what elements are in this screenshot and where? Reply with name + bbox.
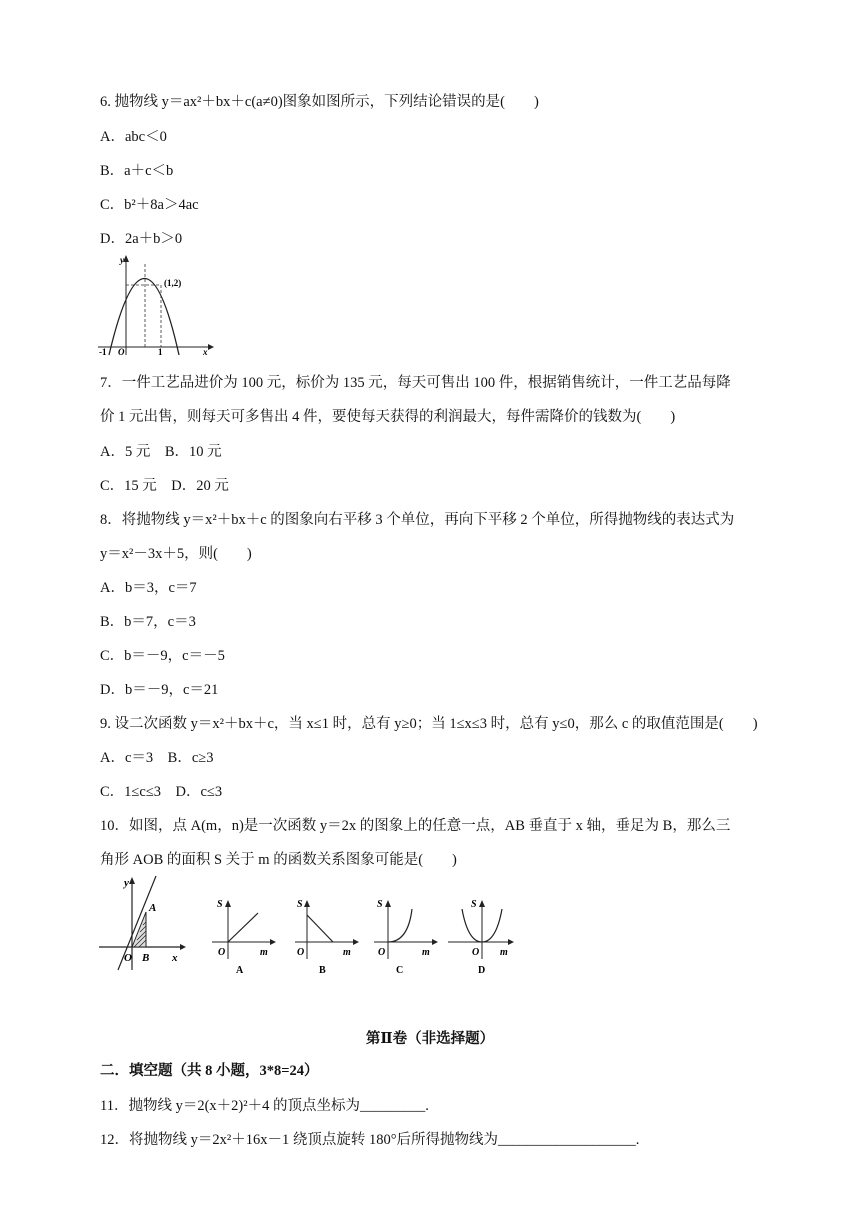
q6-stem: 6. 抛物线 y＝ax²＋bx＋c(a≠0)图象如图所示，下列结论错误的是( ) [100,94,539,110]
q7-options-line2: C．15 元 D．20 元 [100,478,229,494]
section2-header: 二．填空题（共 8 小题，3*8=24） [100,1063,319,1079]
choice-a-label: A [236,965,244,975]
q7-options-line1: A．5 元 B．10 元 [100,444,222,460]
svg-text:S: S [217,899,223,910]
q10-main-figure [96,872,188,972]
q6-option-d: D．2a＋b＞0 [100,231,183,247]
q8-option-b: B．b＝7，c＝3 [100,614,196,630]
q6-option-a: A．abc＜0 [100,129,167,145]
q10-stem-line2: 角形 AOB 的面积 S 关于 m 的函数关系图象可能是( ) [100,852,457,868]
svg-text:B: B [142,952,150,964]
svg-text:A: A [149,902,157,914]
svg-text:O: O [378,947,386,958]
q10-choice-c-graph [374,895,440,975]
q10-choice-a-graph [212,895,278,975]
svg-text:m: m [260,947,268,958]
svg-text:y: y [124,877,129,889]
tick-neg1: -1 [99,347,107,357]
svg-text:O: O [297,947,305,958]
q10-choice-d-graph [448,895,516,975]
origin-label: O [118,347,125,357]
svg-text:O: O [472,947,480,958]
q8-stem-line1: 8．将抛物线 y＝x²＋bx＋c 的图象向右平移 3 个单位，再向下平移 2 个单位，所得抛物线的表达式为 [100,512,735,528]
svg-text:x: x [172,952,178,964]
q7-stem-line2: 价 1 元出售，则每天可多售出 4 件，要使每天获得的利润最大，每件需降价的钱数为( ) [100,409,676,425]
svg-text:m: m [500,947,508,958]
q9-options-line2: C．1≤c≤3 D．c≤3 [100,784,223,800]
choice-d-label: D [478,965,486,975]
svg-text:O: O [124,952,132,964]
tick-1: 1 [158,347,163,357]
q8-option-c: C．b＝－9，c＝－5 [100,648,225,664]
q6-parabola-figure [96,252,218,358]
q7-stem-line1: 7．一件工艺品进价为 100 元，标价为 135 元，每天可售出 100 件，根据销售统计，一件工艺品每降 [100,375,731,391]
svg-text:S: S [377,899,383,910]
q8-stem-line2: y＝x²－3x＋5，则( ) [100,546,252,562]
q9-stem: 9. 设二次函数 y＝x²＋bx＋c，当 x≤1 时，总有 y≥0；当 1≤x≤3 时，总有 y≤0，那么 c 的取值范围是( ) [100,716,758,732]
q10-choice-b-graph [295,895,361,975]
q11-stem: 11．抛物线 y＝2(x＋2)²＋4 的顶点坐标为_________. [100,1098,429,1114]
svg-text:S: S [297,899,303,910]
q10-stem-line1: 10．如图，点 A(m，n)是一次函数 y＝2x 的图象上的任意一点，AB 垂直于 x 轴，垂足为 B，那么三 [100,818,731,834]
parabola-curve [109,278,182,356]
choice-b-label: B [319,965,326,975]
svg-text:m: m [343,947,351,958]
q8-option-a: A．b＝3，c＝7 [100,580,197,596]
choice-c-label: C [396,965,404,975]
svg-text:S: S [471,899,477,910]
svg-text:m: m [422,947,430,958]
q6-option-c: C．b²＋8a＞4ac [100,197,199,213]
part2-title: 第Ⅱ卷（非选择题） [365,1031,495,1047]
svg-text:O: O [218,947,226,958]
q8-option-d: D．b＝－9，c＝21 [100,682,219,698]
y-label: y [120,255,124,265]
q12-stem: 12．将抛物线 y＝2x²＋16x－1 绕顶点旋转 180°后所得抛物线为___________________. [100,1132,640,1148]
q9-options-line1: A．c＝3 B．c≥3 [100,750,214,766]
q6-option-b: B．a＋c＜b [100,163,174,179]
x-label: x [203,347,208,357]
point-label: (1,2) [164,278,182,288]
